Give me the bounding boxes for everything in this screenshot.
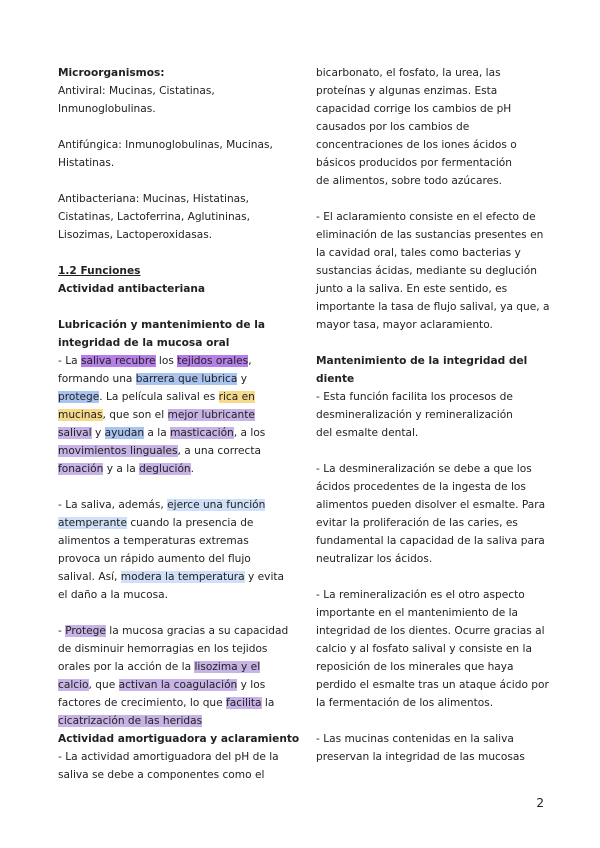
left-column <box>58 64 300 784</box>
remineralizacion-line-5: reposición de los minerales que haya <box>316 661 514 673</box>
remineralizacion-line-7: la fermentación de los alimentos. <box>316 697 494 709</box>
page-number: 2 <box>536 796 544 810</box>
aclaramiento-line-2: eliminación de las sustancias presentes en <box>316 229 544 241</box>
amort-cont-3: capacidad corrige los cambios de pH <box>316 103 512 115</box>
amort-cont-6: básicos producidos por fermentación <box>316 157 513 169</box>
mantenimiento-line-1: - Esta función facilita los procesos de <box>316 391 513 403</box>
amort-heading: Actividad amortiguadora y aclaramiento <box>58 733 300 745</box>
remineralizacion-line-1: - La remineralización es el otro aspecto <box>316 589 525 601</box>
amort-line-2: saliva se debe a componentes como el <box>58 769 265 781</box>
paragraph-protege: - Protege la mucosa gracias a su capacidad de disminuir hemorragias en los tejidos orales por la acción de la lisozima y el calcio, que activan la coagulación y los factores de crecimiento, lo que facilita la cicatrización de las heridas <box>58 625 289 727</box>
lubric-heading-1: Lubricación y mantenimiento de la <box>58 319 265 331</box>
mantenimiento-heading-1: Mantenimiento de la integridad del <box>316 355 528 367</box>
mucinas-line-2: preservan la integridad de las mucosas <box>316 751 525 763</box>
remineralizacion-line-2: importante en el mantenimiento de la <box>316 607 519 619</box>
antibact-line-2: Cistatinas, Lactoferrina, Aglutininas, <box>58 211 251 223</box>
desmineralizacion-line-5: fundamental la capacidad de la saliva para <box>316 535 545 547</box>
desmineralizacion-line-1: - La desmineralización se debe a que los <box>316 463 532 475</box>
amort-cont-4: causados por los cambios de <box>316 121 470 133</box>
aclaramiento-line-6: importante la tasa de flujo salival, ya que, a <box>316 301 550 313</box>
remineralizacion-line-3: integridad de los dientes. Ocurre gracias al <box>316 625 545 637</box>
desmineralizacion-line-2: ácidos procedentes de la ingesta de los <box>316 481 526 493</box>
amort-cont-2: proteínas y algunas enzimas. Esta <box>316 85 498 97</box>
mantenimiento-line-3: del esmalte dental. <box>316 427 419 439</box>
antiviral-line-2: Inmunoglobulinas. <box>58 103 156 115</box>
aclaramiento-line-4: sustancias ácidas, mediante su deglución <box>316 265 537 277</box>
paragraph-atemperante: - La saliva, además, ejerce una función atemperante cuando la presencia de alimentos a temperaturas extremas provoca un rápido aumento del flujo salival. Así, modera la temperatura y evita el daño a la mucosa. <box>58 499 285 601</box>
amort-cont-5: concentraciones de los iones ácidos o <box>316 139 517 151</box>
aclaramiento-line-1: - El aclaramiento consiste en el efecto de <box>316 211 536 223</box>
remineralizacion-line-4: calcio y al fosfato salival y consiste en la <box>316 643 532 655</box>
desmineralizacion-line-6: neutralizar los ácidos. <box>316 553 433 565</box>
aclaramiento-line-7: mayor tasa, mayor aclaramiento. <box>316 319 493 331</box>
mantenimiento-line-2: desmineralización y remineralización <box>316 409 513 421</box>
mantenimiento-heading-2: diente <box>316 373 355 385</box>
mucinas-line-1: - Las mucinas contenidas en la saliva <box>316 733 514 745</box>
amort-line-1: - La actividad amortiguadora del pH de la <box>58 751 279 763</box>
antifungica-line-1: Antifúngica: Inmunoglobulinas, Mucinas, <box>58 139 273 151</box>
desmineralizacion-line-4: evitar la proliferación de las caries, es <box>316 517 518 529</box>
funciones-heading: 1.2 Funciones <box>58 265 141 277</box>
aclaramiento-line-5: junto a la saliva. En este sentido, es <box>316 283 508 295</box>
lubric-heading-2: integridad de la mucosa oral <box>58 337 230 349</box>
actividad-heading: Actividad antibacteriana <box>58 283 206 295</box>
amort-cont-1: bicarbonato, el fosfato, la urea, las <box>316 67 501 79</box>
amort-cont-7: de alimentos, sobre todo azúcares. <box>316 175 502 187</box>
antibact-line-1: Antibacteriana: Mucinas, Histatinas, <box>58 193 250 205</box>
right-column <box>316 64 548 766</box>
micro-heading: Microorganismos: <box>58 67 165 79</box>
antifungica-line-2: Histatinas. <box>58 157 115 169</box>
antibact-line-3: Lisozimas, Lactoperoxidasas. <box>58 229 213 241</box>
desmineralizacion-line-3: alimentos pueden disolver el esmalte. Para <box>316 499 546 511</box>
paragraph-lubricacion: - La saliva recubre los tejidos orales, formando una barrera que lubrica y protege. La película salival es rica en mucinas, que son el mejor lubricante salival y ayudan a la masticación, a los movimientos linguales, a una correcta fonación y a la deglución. <box>58 355 266 475</box>
antiviral-line-1: Antiviral: Mucinas, Cistatinas, <box>58 85 215 97</box>
remineralizacion-line-6: perdido el esmalte tras un ataque ácido por <box>316 679 549 691</box>
aclaramiento-line-3: la cavidad oral, tales como bacterias y <box>316 247 521 259</box>
